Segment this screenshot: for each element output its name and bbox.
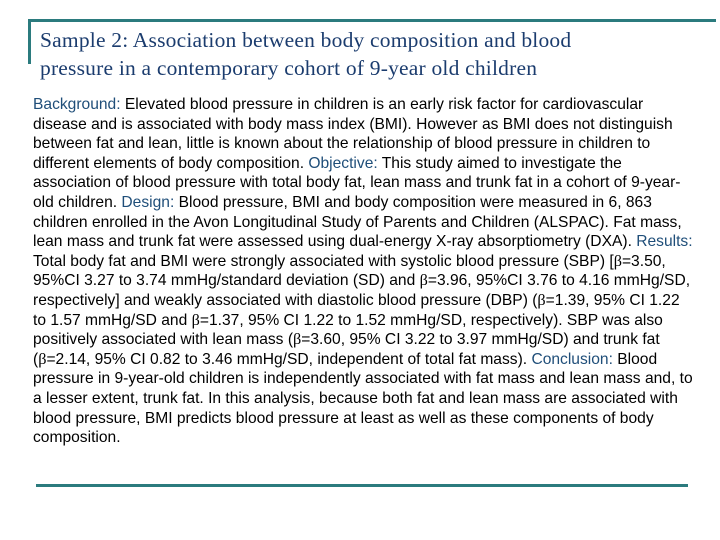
title-left-rule (28, 19, 31, 64)
beta-symbol-1: β (613, 251, 622, 270)
section-text-results-g: =2.14, 95% CI 0.82 to 3.46 mmHg/SD, independent of total fat mass). (46, 350, 532, 368)
section-text-background: Elevated blood pressure in children is an early risk factor for cardiovascular disease and is associated with body mass index (BMI). However as BMI does not distinguish between fat and lean, little is known about the relationship of blood pressure in children to different elements of body composition. (33, 96, 673, 172)
section-text-results-a: Total body fat and BMI were strongly associated with systolic blood pressure (SBP) [ (33, 252, 614, 270)
footer-rule (36, 484, 688, 487)
section-label-objective: Objective: (308, 154, 378, 172)
page-title-line-2: pressure in a contemporary cohort of 9-year old children (40, 56, 538, 80)
abstract-body (33, 95, 693, 448)
abstract-paragraph (33, 95, 693, 448)
beta-symbol-6: β (38, 349, 47, 368)
section-text-results-f: =3.60, 95% CI 3.22 to 3.97 mmHg/SD) and trunk fat ( (33, 331, 660, 368)
beta-symbol-5: β (293, 330, 302, 349)
section-text-conclusion: Blood pressure in 9-year-old children is independently associated with fat mass and lean mass and, to a lesser extent, trunk fat. In this analysis, because both fat and lean mass are associated with blood pressure, BMI predicts blood pressure at least as well as these components of body composition. (33, 350, 693, 447)
section-text-objective: This study aimed to investigate the association of blood pressure with total body fat, lean mass and trunk fat in a cohort of 9-year-old children. (33, 154, 681, 211)
section-label-results: Results: (636, 233, 693, 251)
section-text-results-d: =1.39, 95% CI 1.22 to 1.57 mmHg/SD and (33, 291, 680, 329)
section-text-results-e: =1.37, 95% CI 1.22 to 1.52 mmHg/SD, respectively). SBP was also positively associated with lean mass ( (33, 311, 663, 349)
page-title (40, 26, 690, 82)
page-title-line-1: Sample 2: Association between body composition and blood (40, 28, 572, 52)
beta-symbol-3: β (537, 290, 546, 309)
section-text-design: Blood pressure, BMI and body composition were measured in 6, 863 children enrolled in the Avon Longitudinal Study of Parents and Children (ALSPAC). Fat mass, lean mass and trunk fat were assessed using dual-energy X-ray absorptiometry (DXA). (33, 193, 682, 251)
section-label-design: Design: (121, 193, 175, 211)
section-text-results-b: =3.50, 95%CI 3.27 to 3.74 mmHg/standard deviation (SD) and (33, 252, 666, 290)
beta-symbol-4: β (191, 310, 200, 329)
section-text-results-c: =3.96, 95%CI 3.76 to 4.16 mmHg/SD, respectively] and weakly associated with diastolic blood pressure (DBP) ( (33, 272, 691, 309)
section-label-conclusion: Conclusion: (531, 350, 613, 368)
beta-symbol-2: β (419, 271, 428, 290)
section-label-background: Background: (33, 96, 121, 113)
title-top-rule (28, 19, 716, 22)
